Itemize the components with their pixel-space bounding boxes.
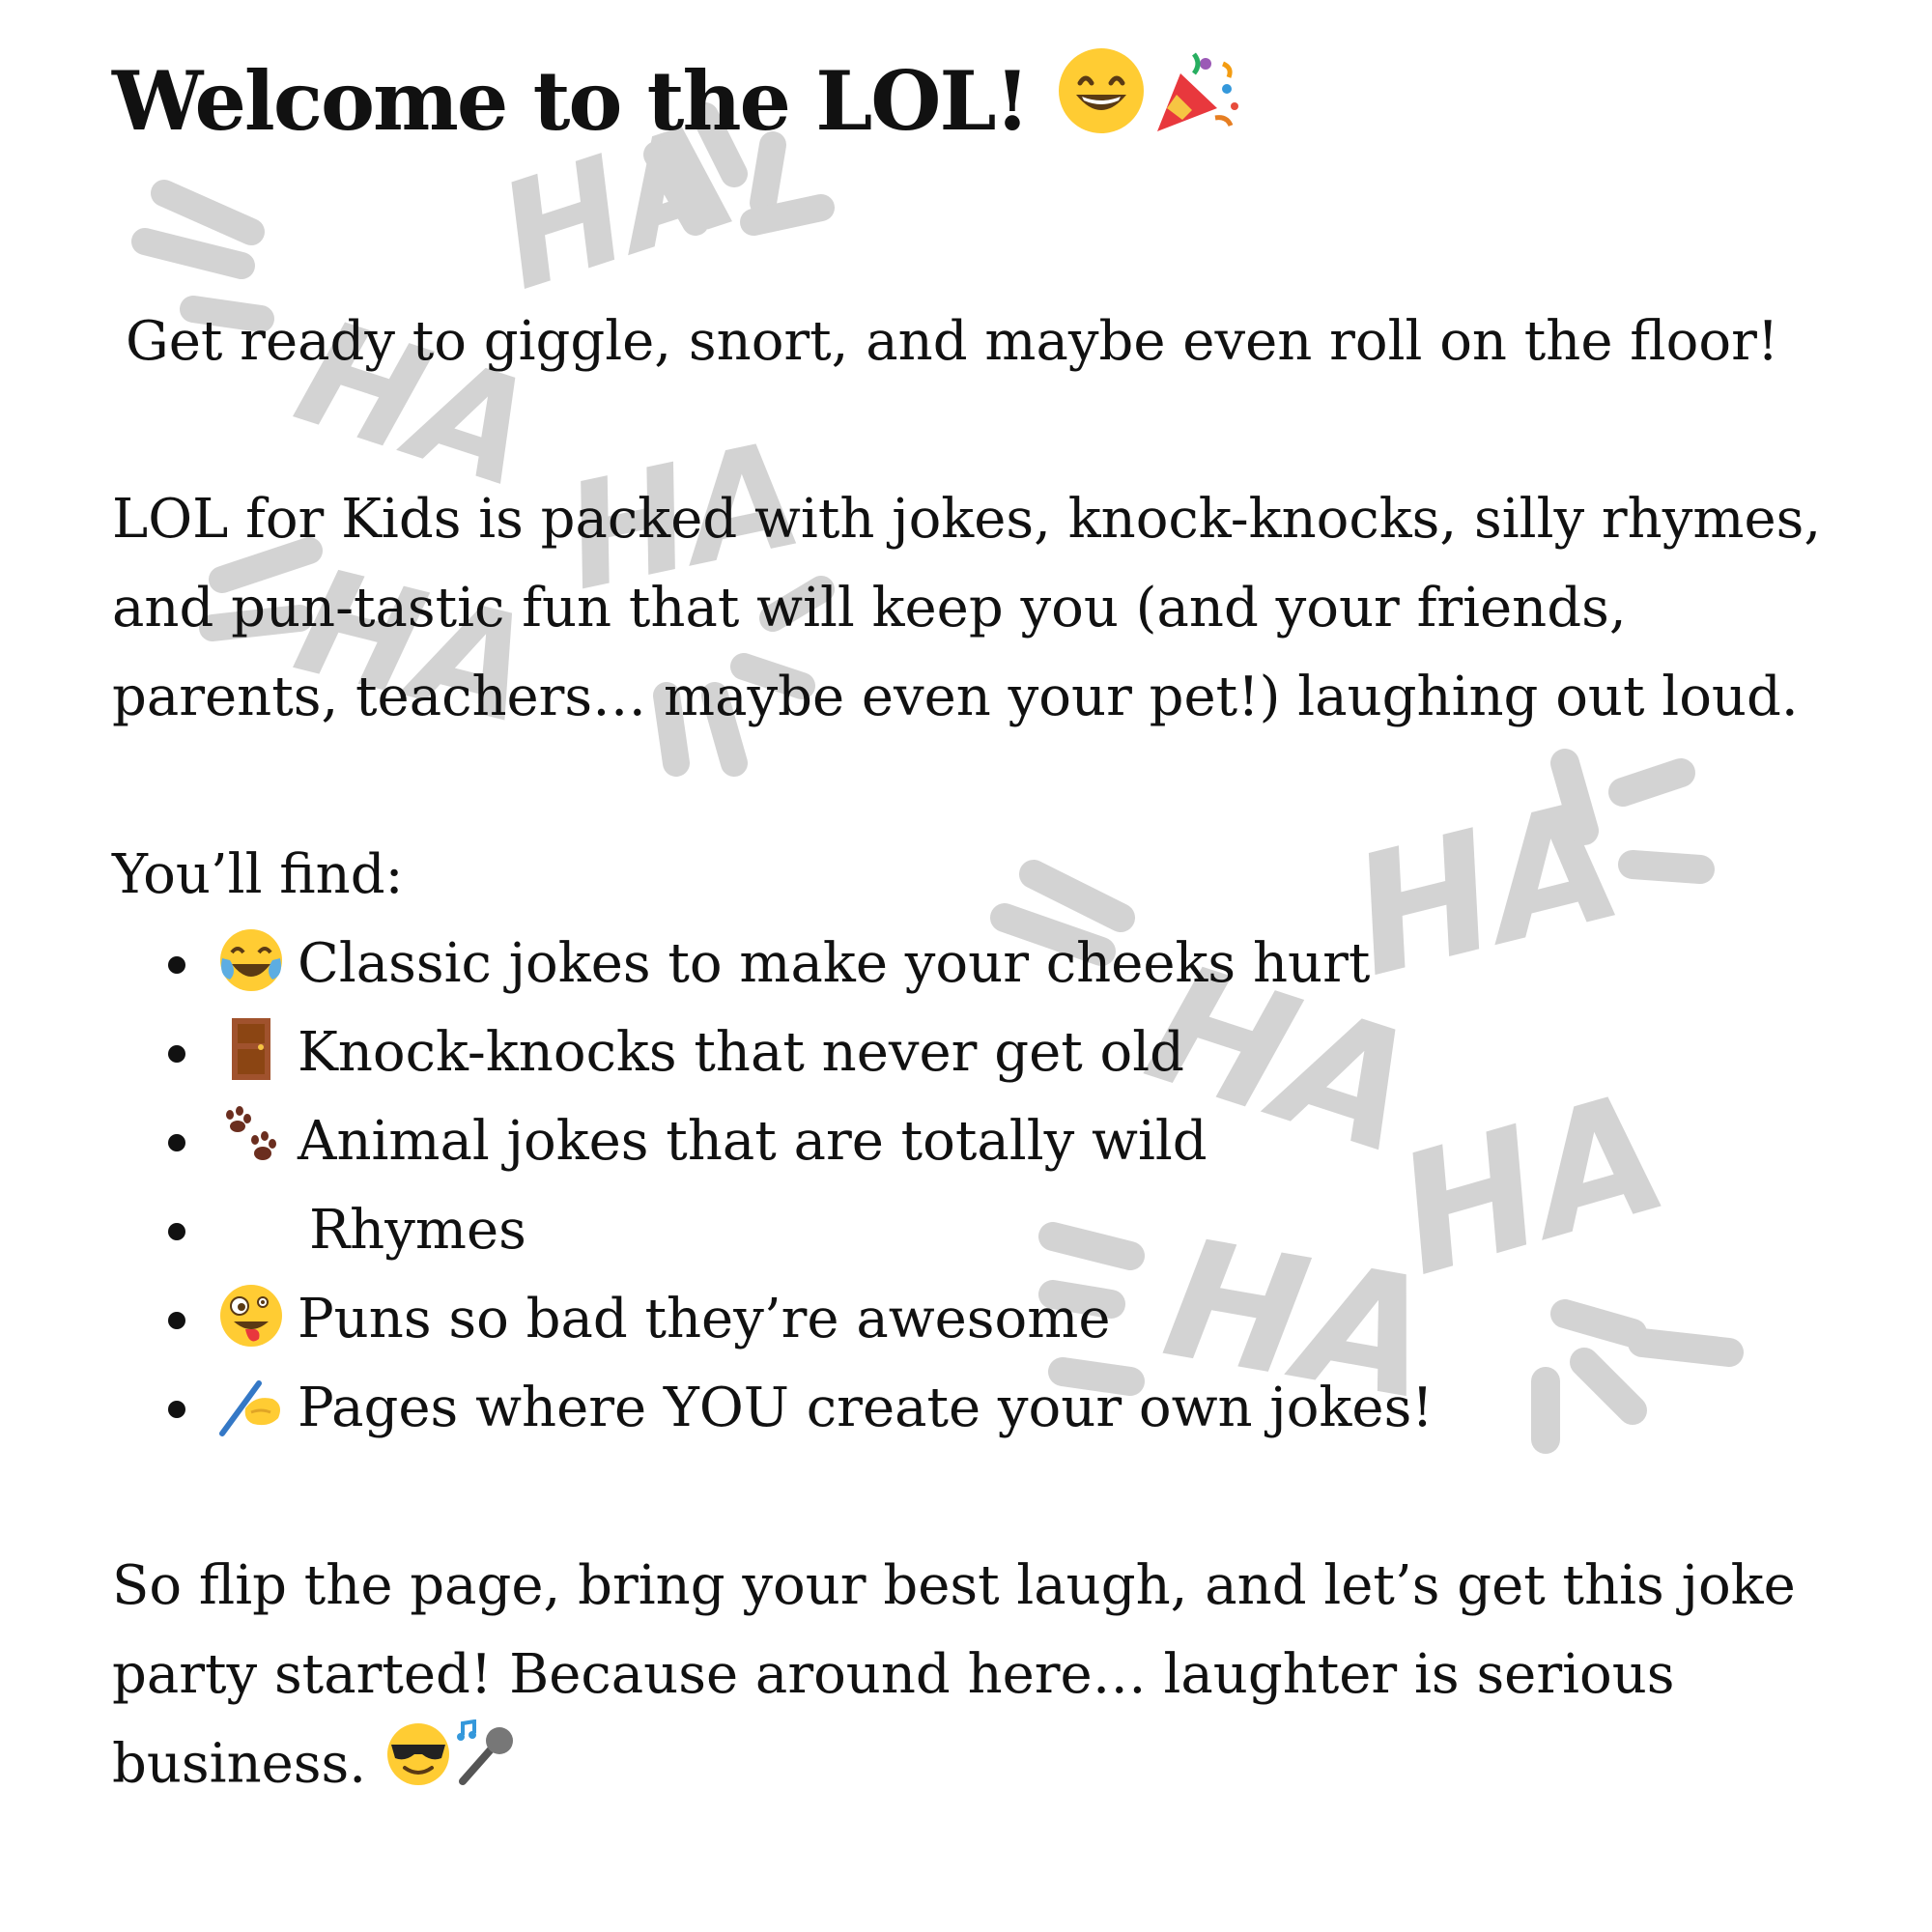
watermark-ha-7: HA [1378,1056,1686,1314]
list-item-text: Knock-knocks that never get old [298,1021,1184,1084]
watermark-ha-5: HA [1335,764,1638,1014]
page-title [112,39,1851,172]
bullet-dot [168,1223,185,1240]
title-text: Welcome to the LOL! [112,53,1029,149]
paw-prints-icon [216,1103,286,1173]
grinning-face-icon [1055,44,1148,172]
watermark-ha-6: HA [1127,927,1438,1192]
list-item [112,1097,1851,1186]
tears-of-joy-icon [216,925,286,995]
party-popper-icon [1148,44,1244,172]
list-item [112,1186,1851,1275]
watermark-ha-8: HA [1151,1203,1446,1437]
list-item [112,1009,1851,1097]
list-item-text: Pages where YOU create your own jokes! [298,1377,1434,1439]
zany-face-icon [216,1281,286,1350]
intro-text: Get ready to giggle, snort, and maybe even roll on the floor! [126,310,1779,373]
bullet-dot [168,1134,185,1151]
bullet-dot [168,1045,185,1063]
list-item-text: Classic jokes to make your cheeks hurt [298,932,1371,995]
microphone-icon [453,1719,523,1816]
list-item-text: Rhymes [309,1199,526,1262]
list-item [112,1364,1851,1453]
bullet-dot [168,956,185,974]
list-item-text: Animal jokes that are totally wild [298,1110,1208,1173]
body-paragraph: LOL for Kids is packed with jokes, knock-knocks, silly rhymes, and pun-tastic fun that will keep you (and your friends, parents, teachers… maybe even your pet!) laughing out loud. [112,488,1822,728]
list-item-text: Puns so bad they’re awesome [298,1288,1111,1350]
writing-hand-icon [216,1370,286,1439]
list-item [112,1275,1851,1364]
find-label: You’ll find: [112,843,404,906]
bullet-dot [168,1401,185,1418]
closing-text: So flip the page, bring your best laugh, and let’s get this joke party started! Because around here… laughter is serious business. [112,1554,1796,1796]
sunglasses-face-icon [384,1719,453,1816]
door-icon [216,1014,286,1084]
feature-list [112,920,1851,1453]
page-content [112,39,1851,1816]
list-item [112,920,1851,1009]
closing-paragraph [112,1542,1851,1816]
watermark-ha-1: HA [480,91,754,324]
bullet-dot [168,1312,185,1329]
watermark-ha-2: HA [278,288,554,521]
watermark-ha-4: HA [281,537,549,757]
watermark-ha-3: HA [552,410,815,624]
